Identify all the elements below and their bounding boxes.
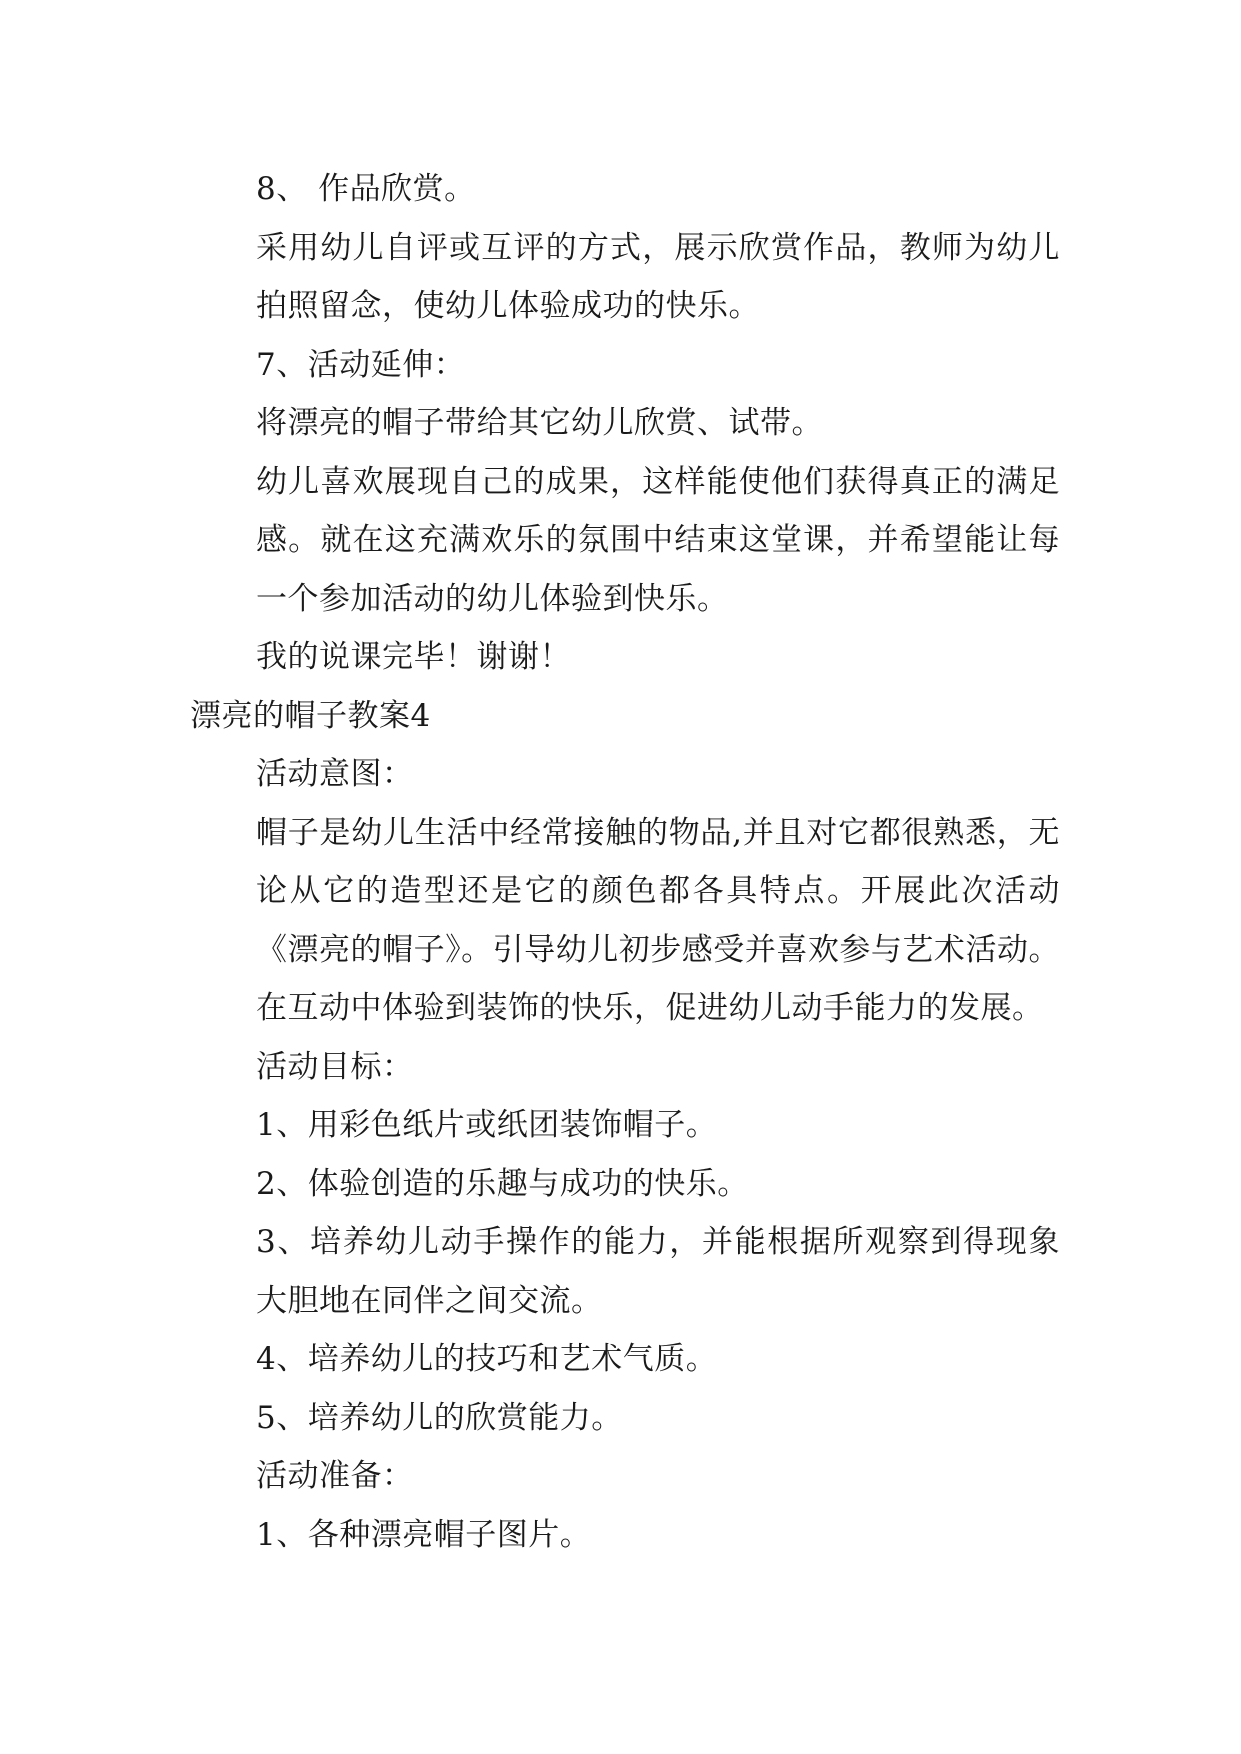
paragraph-goal-1: 1、用彩色纸片或纸团装饰帽子。 (256, 1107, 718, 1143)
paragraph-step-7-body: 将漂亮的帽子带给其它幼儿欣赏、试带。 (256, 405, 823, 441)
paragraph-step-8-title: 8、 作品欣赏。 (256, 171, 476, 207)
paragraph-closing: 我的说课完毕！谢谢！ (256, 639, 571, 675)
paragraph-intent-body: 帽子是幼儿生活中经常接触的物品,并且对它都很熟悉，无论从它的造型还是它的颜色都各具特点。开展此次活动《漂亮的帽子》。引导幼儿初步感受并喜欢参与艺术活动。在互动中体验到装饰的快乐，促进幼儿动手能力的发展。 (256, 814, 1060, 1026)
paragraph-goals-title: 活动目标： (256, 1048, 414, 1085)
paragraph-goal-2: 2、体验创造的乐趣与成功的快乐。 (256, 1165, 749, 1202)
paragraph-goal-4: 4、培养幼儿的技巧和艺术气质。 (256, 1341, 718, 1377)
paragraph-prep-1: 1、各种漂亮帽子图片。 (256, 1516, 592, 1553)
paragraph-step-8-body: 采用幼儿自评或互评的方式，展示欣赏作品，教师为幼儿拍照留念，使幼儿体验成功的快乐。 (256, 229, 1060, 324)
paragraph-summary: 幼儿喜欢展现自己的成果，这样能使他们获得真正的满足感。就在这充满欢乐的氛围中结束这堂课，并希望能让每一个参加活动的幼儿体验到快乐。 (256, 463, 1060, 617)
paragraph-intent-title: 活动意图： (256, 756, 414, 792)
document-body (190, 160, 1060, 1564)
paragraph-goal-5: 5、培养幼儿的欣赏能力。 (256, 1399, 623, 1436)
paragraph-prep-title: 活动准备： (256, 1458, 414, 1494)
paragraph-step-7-title: 7、活动延伸： (256, 346, 466, 383)
section-heading: 漂亮的帽子教案4 (190, 697, 431, 734)
paragraph-goal-3: 3、培养幼儿动手操作的能力，并能根据所观察到得现象大胆地在同伴之间交流。 (256, 1224, 1060, 1319)
